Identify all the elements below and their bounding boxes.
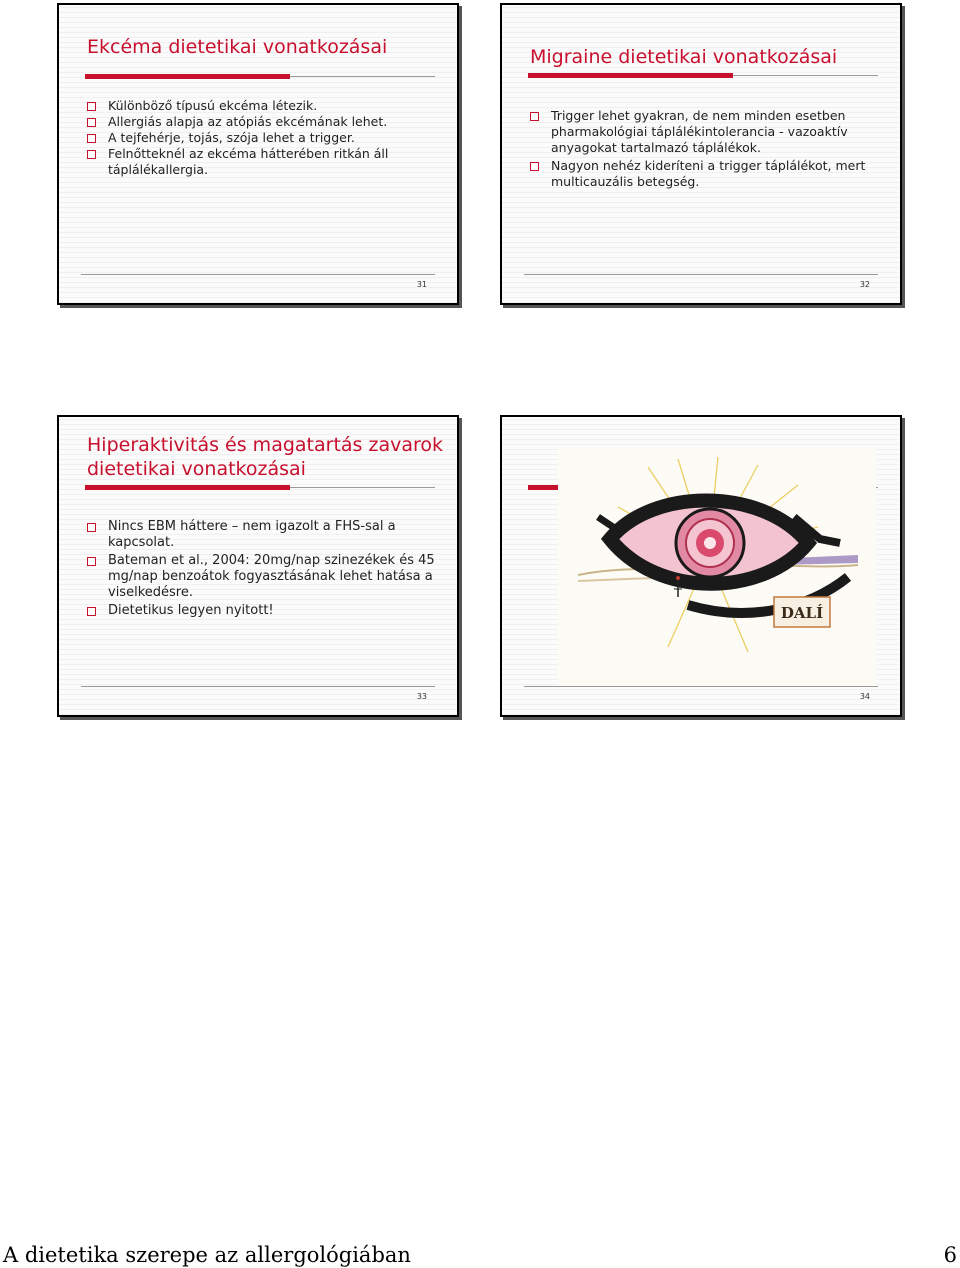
list-item: Különböző típusú ekcéma létezik. [87, 98, 435, 114]
title-rule [85, 485, 435, 490]
title-rule [85, 74, 435, 79]
list-item: Nagyon nehéz kideríteni a trigger táplálékot, mert multicauzális betegség. [530, 158, 878, 190]
slide-31 [57, 3, 459, 305]
dali-eye-painting [558, 447, 876, 687]
slide-title: Ekcéma dietetikai vonatkozásai [87, 36, 388, 58]
slide-title: Migraine dietetikai vonatkozásai [530, 46, 838, 68]
slide-page-number: 34 [859, 692, 870, 701]
slide-33 [57, 415, 459, 717]
list-item: Nincs EBM háttere – nem igazolt a FHS-sal a kapcsolat. [87, 519, 435, 551]
title-rule [528, 73, 878, 78]
list-item: Bateman et al., 2004: 20mg/nap szinezékek és 45 mg/nap benzoátok fogyasztásának lehet hatása a viselkedésre. [87, 553, 435, 601]
square-bullet-icon [87, 134, 96, 143]
bullet-list [530, 108, 878, 192]
square-bullet-icon [87, 150, 96, 159]
document-footer-title: A dietetika szerepe az allergológiában [3, 1243, 411, 1267]
square-bullet-icon [530, 162, 539, 171]
list-item: Dietetikus legyen nyitott! [87, 603, 435, 619]
slide-page-number: 33 [416, 692, 427, 701]
square-bullet-icon [87, 118, 96, 127]
bullet-list [87, 519, 435, 621]
square-bullet-icon [87, 607, 96, 616]
slide-title: Hiperaktivitás és magatartás zavarok dietetikai vonatkozásai [87, 434, 443, 480]
slide-page-number: 32 [859, 280, 870, 289]
list-item: A tejfehérje, tojás, szója lehet a trigger. [87, 130, 435, 146]
square-bullet-icon [87, 523, 96, 532]
footer-rule [524, 274, 878, 275]
square-bullet-icon [530, 112, 539, 121]
footer-rule [524, 686, 878, 687]
eye-illustration [558, 447, 876, 687]
signature-text: DALÍ [780, 604, 824, 622]
square-bullet-icon [87, 557, 96, 566]
document-page-number: 6 [943, 1243, 957, 1267]
list-item: Allergiás alapja az atópiás ekcémának lehet. [87, 114, 435, 130]
footer-rule [81, 274, 435, 275]
list-item: Felnőtteknél az ekcéma hátterében ritkán áll táplálékallergia. [87, 146, 435, 178]
slide-34 [500, 415, 902, 717]
square-bullet-icon [87, 102, 96, 111]
footer-rule [81, 686, 435, 687]
list-item: Trigger lehet gyakran, de nem minden esetben pharmakológiai táplálékintolerancia - vazoaktív anyagokat tartalmazó táplálékok. [530, 108, 878, 156]
slide-page-number: 31 [416, 280, 427, 289]
bullet-list [87, 98, 435, 178]
slide-32 [500, 3, 902, 305]
